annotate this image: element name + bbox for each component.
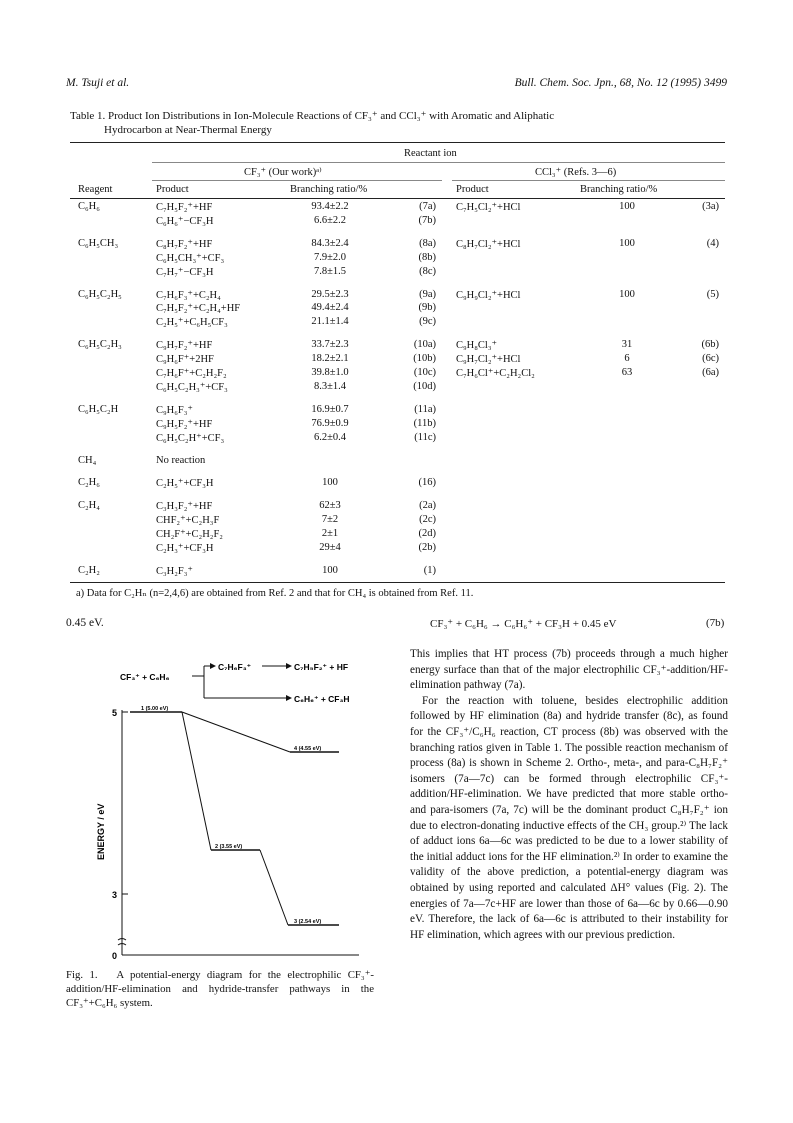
table-group-cf3: CF₃⁺ (Our work)ᵃ⁾ [244, 167, 322, 178]
table-cell-reagent: C₆H₅C₂H [78, 403, 119, 415]
table-cell-reagent: C₂H₆ [78, 477, 100, 489]
table-cell-eq: (2d) [418, 528, 436, 540]
table-cell-branching: 33.7±2.3 [311, 339, 349, 351]
table-cell-eq: (7a) [419, 201, 436, 212]
table-cell-reagent: C₆H₅C₂H₅ [78, 288, 122, 300]
table-col-product: Product [156, 184, 189, 195]
table-cell-branching2: 100 [619, 237, 635, 249]
table-cell-branching: 18.2±2.1 [311, 353, 349, 365]
table-cell-branching2: 63 [621, 367, 633, 378]
figure-1 [64, 650, 374, 965]
fig-level-4: 4 (4.55 eV) [294, 746, 322, 752]
fig-reactants-label: CF₃⁺ + C₆H₆ [120, 672, 170, 682]
fig-ytick-3: 3 [112, 890, 118, 900]
running-header-journal: Bull. Chem. Soc. Jpn., 68, No. 12 (1995) 3499 [514, 77, 727, 89]
table-cell-branching2: 100 [619, 288, 635, 300]
table-cell-eq: (11b) [413, 417, 436, 429]
table-cell-reagent: C₆H₅C₂H₃ [78, 339, 122, 351]
table-cell-branching: 8.3±1.4 [313, 380, 347, 392]
table-cell-branching: 21.1±1.4 [311, 316, 349, 328]
table-caption-line1: Table 1. Product Ion Distributions in Ion-Molecule Reactions of CF₃⁺ and CCl₃⁺ with Aromatic and Aliphatic [70, 110, 555, 122]
table-cell-product: C₂H₅⁺+CF₃H [156, 478, 214, 490]
table-cell-product: C₃H₂F₃⁺ [156, 565, 193, 577]
table-cell-product: C₆H₅C₂H₃⁺+CF₃ [156, 381, 228, 393]
table-top-rule [70, 142, 725, 143]
table-cell-product: C₆H₅C₂H⁺+CF₃ [156, 432, 225, 444]
equation-7b: CF₃⁺ + C₆H₆ → C₆H₆⁺ + CF₃H + 0.45 eV [430, 618, 617, 630]
table-cell-eq: (8c) [419, 265, 436, 277]
table-cell-branching2: 6 [624, 353, 630, 365]
table-caption-line2: Hydrocarbon at Near-Thermal Energy [104, 124, 272, 136]
text-fragment: 0.45 eV. [66, 617, 104, 629]
table-reactant-ion-header: Reactant ion [404, 148, 457, 159]
table-cell-product2: C₉H₉Cl₂⁺+HCl [456, 289, 521, 301]
fig-level-1: 1 (5.00 eV) [141, 706, 169, 712]
table-cell-eq: (10c) [413, 367, 436, 378]
fig-product2-label: C₆H₆⁺ + CF₃H [294, 694, 350, 704]
table-ccl3-rule [452, 180, 725, 181]
table-cell-branching: 7.9±2.0 [313, 251, 347, 263]
table-col-branching: Branching ratio/% [290, 184, 368, 195]
table-cell-reagent: C₂H₄ [78, 500, 100, 512]
table-cell-product: C₉H₆F⁺+2HF [156, 354, 214, 366]
table-cell-branching: 93.4±2.2 [311, 201, 349, 212]
fig-ylabel: ENERGY / eV [96, 803, 106, 860]
table-cell-branching2: 31 [621, 339, 633, 351]
table-cell-branching: 100 [322, 564, 338, 576]
table-cell-branching: 100 [322, 477, 338, 489]
table-cell-eq2: (6a) [702, 367, 719, 378]
fig-level-3: 3 (2.54 eV) [294, 919, 322, 925]
table-cell-eq: (10d) [413, 380, 436, 392]
table-cell-product: C₈H₇F₂⁺+HF [156, 238, 213, 250]
table-bottom-rule [70, 582, 725, 583]
table-cell-eq: (8a) [419, 237, 436, 249]
table-cell-eq2: (4) [706, 237, 719, 249]
table-cell-eq: (7b) [418, 214, 436, 226]
body-paragraph-1: This implies that HT process (7b) proceeds through a much higher energy surface than that of the major electrophilic CF₃⁺-addition/HF-elimination pathway (7a). [410, 648, 728, 692]
table-cell-product: C₉H₆F₃⁺ [156, 404, 193, 416]
table-cell-product: C₂H₅⁺+C₆H₅CF₃ [156, 317, 228, 329]
table-cell-branching: 84.3±2.4 [311, 237, 349, 249]
table-cell-branching: 6.2±0.4 [313, 431, 347, 443]
table-cell-eq: (10a) [413, 339, 436, 351]
table-cell-product: CHF₂⁺+C₂H₃F [156, 515, 220, 527]
body-text [410, 647, 728, 943]
table-cell-product: CH₂F⁺+C₂H₂F₂ [156, 529, 223, 541]
table-cell-eq: (2a) [419, 500, 436, 512]
table-cell-branching: 6.6±2.2 [313, 214, 347, 226]
table-cell-product: C₇H₇⁺−CF₃H [156, 266, 214, 278]
table-cell-eq: (2c) [419, 514, 436, 526]
table-cell-eq: (9b) [418, 302, 436, 314]
table-col-reagent: Reagent [78, 184, 113, 195]
table-cell-eq: (16) [418, 477, 436, 489]
table-cell-eq: (2b) [418, 542, 436, 553]
table-cell-product: C₇H₆F₃⁺+C₂H₄ [156, 289, 221, 301]
table-cell-branching: 16.9±0.7 [311, 403, 349, 415]
table-cell-branching: 7.8±1.5 [313, 265, 347, 277]
table-cell-product: C₃H₃F₂⁺+HF [156, 501, 213, 513]
table-group-ccl3: CCl₃⁺ (Refs. 3—6) [535, 167, 617, 178]
table-cell-product: C₇H₅F₂⁺+C₂H₄+HF [156, 303, 241, 315]
table-cell-branching2: 100 [619, 201, 635, 212]
table-cell-product: C₆H₅CH₃⁺+CF₃ [156, 252, 225, 264]
table-cell-branching: 76.9±0.9 [311, 417, 349, 429]
table-cell-eq: (11a) [414, 403, 436, 415]
table-cell-product: C₇H₆F⁺+C₂H₂F₂ [156, 368, 227, 379]
table-col-branching2: Branching ratio/% [580, 184, 658, 195]
fig-ytick-0: 0 [112, 951, 118, 961]
table-cell-eq: (10b) [413, 353, 436, 365]
body-paragraph-2: For the reaction with toluene, besides electrophilic addition followed by HF elimination (8a) and hydride transfer (8c), as found for the CF₃⁺/C₆H₆ reaction, CT process (8b) was observed with the branching ratios given in Table 1. The possible reaction mechanism of process (8a) is shown in Scheme 2. Ortho-, meta-, and para-C₈H₇F₂⁺ isomers (7a—7c) can be formed through electrophilic CF₃⁺-addition/HF-elimination. We have predicted that more stable ortho- and para-isomers (7a, 7c) will be the dominant product C₈H₇F₂⁺ ion due to electron-donating inductive effects of the CH₃ group.²⁾ The lack of adduct ions 6a—6c was predicted to be due to a lower stability of the initial adduct ions for the HF elimination.²⁾ In order to examine the validity of the above prediction, a potential-energy diagram was obtained by using reported and calculated ΔH° values (Fig. 2). The energies of 7a—7c+HF are lower than those of 6a—6c by 0.66—0.90 eV. Therefore, the lack of 6a—6c is attributed to their instability for HF elimination, which agrees with our previous prediction. [410, 694, 728, 941]
table-cell-reagent: CH₄ [78, 454, 97, 466]
table-cell-product2: C₉H₇Cl₂⁺+HCl [456, 354, 521, 366]
table-cell-branching: 2±1 [321, 528, 339, 540]
fig-intermediate-label: C₇H₆F₃⁺ [218, 662, 252, 672]
table-cell-product: C₉H₅F₂⁺+HF [156, 418, 213, 430]
table-cell-eq2: (5) [706, 288, 719, 300]
table-cell-eq: (8b) [418, 251, 436, 263]
running-header-authors: M. Tsuji et al. [66, 77, 130, 89]
equation-number: (7b) [706, 617, 725, 629]
table-footnote: a) Data for C₂Hₙ (n=2,4,6) are obtained from Ref. 2 and that for CH₄ is obtained from Ref. 11. [76, 588, 474, 599]
figure-caption-lead: Fig. 1. [66, 969, 98, 981]
table-cell-reagent: C₆H₆ [78, 201, 100, 212]
table-cell-product: C₆H₆⁺−CF₃H [156, 215, 214, 227]
table-cell-reagent: C₆H₅CH₃ [78, 237, 119, 249]
fig-level-2: 2 (3.55 eV) [215, 844, 243, 850]
table-cell-eq: (1) [423, 564, 436, 576]
table-cell-reagent: C₂H₂ [78, 564, 100, 576]
table-cell-eq: (9a) [419, 288, 436, 300]
table-cell-branching: 7±2 [321, 514, 339, 526]
table-cell-product: C₇H₅F₂⁺+HF [156, 202, 213, 213]
table-col-product2: Product [456, 184, 489, 195]
table-cell-product: C₂H₃⁺+CF₃H [156, 543, 214, 554]
table-cell-branching: 49.4±2.4 [311, 302, 349, 314]
table-cell-product2: C₇H₅Cl₂⁺+HCl [456, 202, 521, 213]
fig-product1-label: C₇H₅F₂⁺ + HF [294, 662, 349, 672]
table-cell-product2: C₇H₆Cl⁺+C₂H₂Cl₂ [456, 368, 535, 379]
table-cell-branching: 29.5±2.3 [311, 288, 349, 300]
table-reactant-rule [152, 162, 725, 163]
table-cell-eq2: (3a) [702, 201, 719, 212]
table-cell-eq2: (6b) [701, 339, 719, 351]
figure-caption [66, 968, 374, 1010]
fig-ytick-5: 5 [112, 708, 118, 718]
table-cell-product2: C₈H₇Cl₂⁺+HCl [456, 238, 521, 250]
figure-caption-text: A potential-energy diagram for the electrophilic CF₃⁺-addition/HF-elimination and hydride-transfer pathways in the CF₃⁺+C₆H₆ system. [66, 969, 374, 1009]
table-cell-product: No reaction [156, 454, 206, 466]
table-header-rule [70, 198, 725, 199]
table-cf3-rule [152, 180, 442, 181]
table-cell-eq2: (6c) [702, 353, 719, 365]
table-cell-branching: 29±4 [319, 542, 341, 553]
table-cell-eq: (9c) [419, 316, 436, 328]
table-cell-product: C₉H₇F₂⁺+HF [156, 340, 213, 352]
table-cell-branching: 39.8±1.0 [311, 367, 349, 378]
table-cell-branching: 62±3 [319, 500, 341, 512]
table-cell-product2: C₉H₈Cl₃⁺ [456, 340, 498, 352]
table-cell-eq: (11c) [414, 431, 436, 443]
